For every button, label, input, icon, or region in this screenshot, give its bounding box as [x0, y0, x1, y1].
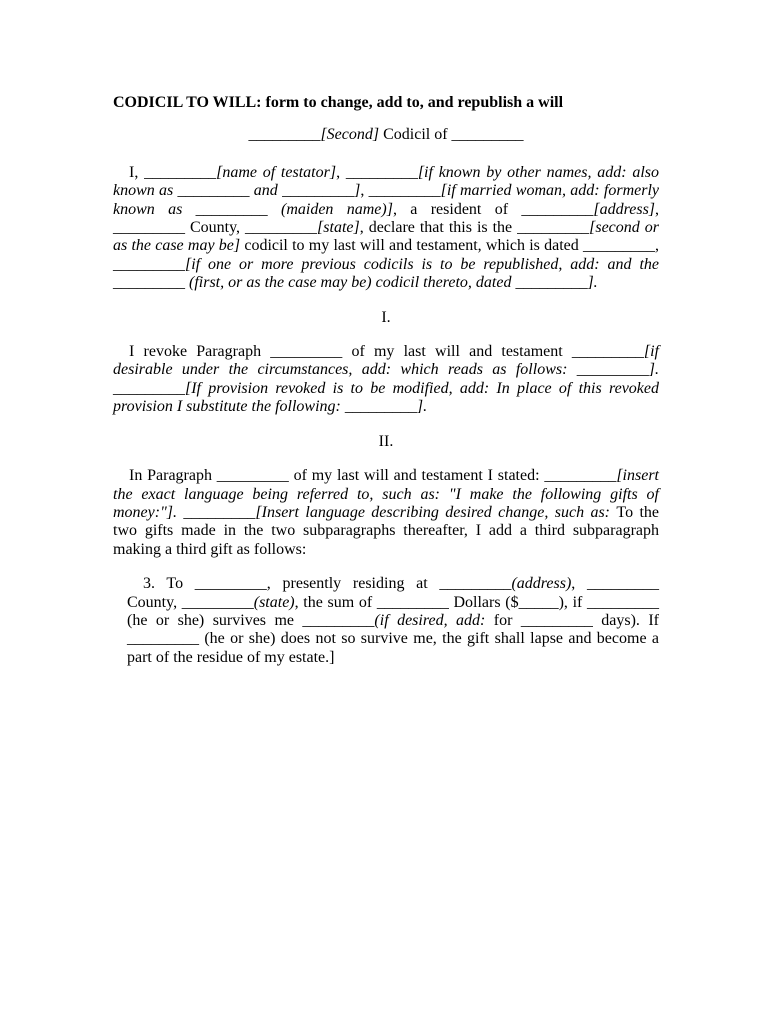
instruction-text: [if known by other names, add: also known as _________ and _________] — [113, 163, 660, 200]
document-content — [113, 94, 659, 683]
codicil-subtitle — [113, 126, 659, 144]
form-text: Codicil of _________ — [379, 126, 524, 144]
instruction-text: [Second] — [320, 126, 380, 144]
document-title: CODICIL TO WILL: form to change, add to, and republish a will — [113, 94, 564, 111]
form-text: 3. To _________, presently residing at _________ — [143, 575, 512, 593]
instruction-text: [if married woman, add: formerly known as _________ (maiden name)] — [113, 182, 660, 218]
form-text: for _________ days). If _________ (he or she) does not so survive me, the gift shall lapse and become a part of the residue of my estate.] — [127, 611, 660, 666]
instruction-text: [if one or more previous codicils is to be republished, add: and the _________ (first, or as the case may be) codicil thereto, dated _________]. — [113, 255, 659, 292]
form-text: , _________ County, _________ — [127, 575, 660, 611]
gift-subparagraph — [127, 575, 659, 667]
form-text: , _________ — [360, 182, 441, 200]
section-1-heading: I. — [381, 308, 391, 326]
instruction-text: [second or as the case may be] — [113, 219, 659, 255]
form-text: codicil to my last will and testament, which is dated _________, _________ — [113, 237, 660, 273]
form-text: In Paragraph _________ of my last will and testament I stated: _________ — [129, 467, 617, 485]
form-text: , the sum of _________ Dollars ($_____), if _________ (he or she) survives me _________ — [127, 593, 660, 629]
instruction-text: [insert the exact language being referred to, such as: "I make the following gifts of money:"]. _________[Insert language describing desired change, such as: — [113, 467, 659, 521]
instruction-text: (state) — [253, 593, 295, 611]
instruction-text: (address) — [511, 575, 572, 593]
form-text: To the two gifts made in the two subparagraphs thereafter, I add a third subparagraph making a third gift as follows: — [113, 503, 659, 558]
form-text: , _________ County, _________ — [113, 200, 660, 237]
intro-paragraph — [113, 164, 659, 293]
form-text: _________ — [248, 126, 321, 144]
instruction-text: [address] — [593, 200, 656, 218]
instruction-text: [name of testator] — [216, 163, 337, 181]
form-text: I revoke Paragraph _________ of my last will and testament _________ — [129, 343, 644, 361]
section-2-heading: II. — [378, 432, 394, 450]
instruction-text: (if desired, add: — [374, 611, 494, 629]
form-text: , a resident of _________ — [392, 200, 594, 218]
instruction-text: [if desirable under the circumstances, add: which reads as follows: _________]. _________[If provision revoked is to be modified, add: In place of this revoked provision I substitute the following: _________]. — [113, 343, 659, 416]
form-text: , _________ — [336, 163, 418, 181]
section-1-paragraph — [113, 343, 659, 417]
form-text: I, _________ — [129, 163, 217, 181]
section-2-paragraph — [113, 467, 659, 559]
instruction-text: [state] — [317, 219, 360, 237]
form-text: , declare that this is the _________ — [359, 219, 590, 237]
